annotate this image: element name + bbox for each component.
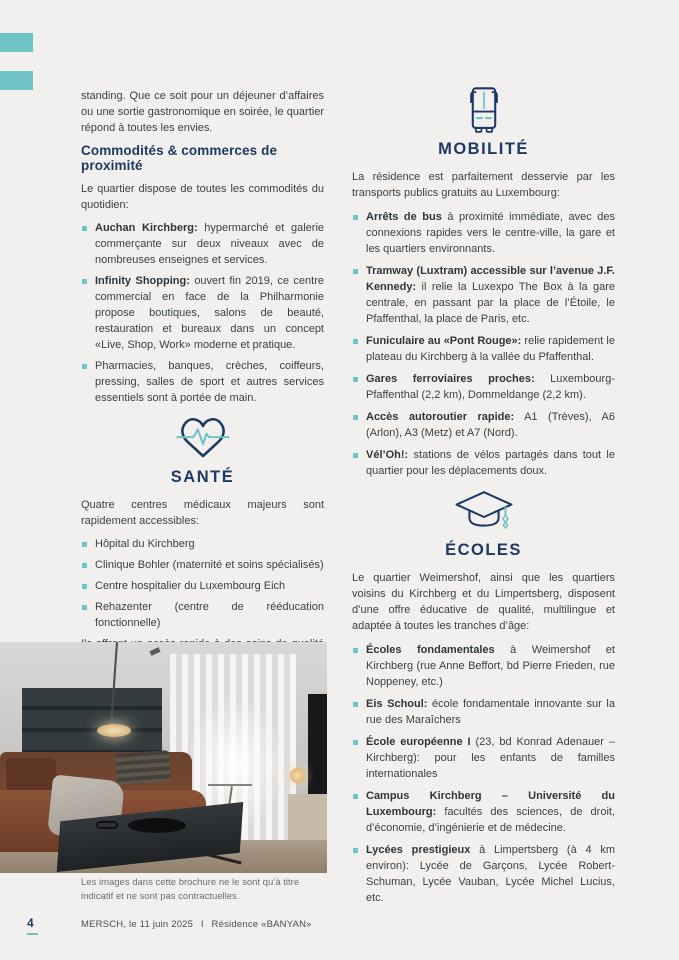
list-item	[81, 358, 324, 406]
bullet-text: A1 (Trèves), A6 (Arlon), A3 (Metz) et A7 (Nord).	[366, 411, 615, 439]
striped-pillow	[115, 750, 171, 785]
list-item	[352, 333, 615, 365]
corner-accent-square-bottom	[0, 71, 33, 90]
mobilite-heading: MOBILITÉ	[438, 140, 529, 158]
bullet-text: facultés des sciences, de droit, d’économie, d’ingénierie et de médecine.	[366, 806, 615, 834]
sante-heading: SANTÉ	[170, 468, 235, 486]
ecoles-section-header	[352, 487, 615, 560]
graduation-cap-icon	[447, 487, 521, 535]
bullet-text: Rehazenter (centre de rééducation fonctionnelle)	[95, 601, 324, 629]
list-item	[352, 788, 615, 836]
right-column	[352, 84, 615, 912]
decor-bowl	[128, 818, 186, 833]
footer-text: MERSCH, le 11 juin 2025 I Résidence «BANYAN»	[81, 919, 312, 930]
list-item	[81, 536, 324, 552]
leather-pillow	[6, 758, 56, 792]
list-item	[352, 371, 615, 403]
list-item	[81, 557, 324, 573]
commodites-heading: Commodités & commerces de proximité	[81, 143, 278, 173]
ecoles-heading: ÉCOLES	[445, 541, 522, 559]
list-item	[81, 599, 324, 631]
mobilite-lead: La résidence est parfaitement desservie par les transports publics gratuits au Luxembourg:	[352, 171, 615, 199]
bullet-text: Clinique Bohler (maternité et soins spécialisés)	[95, 559, 324, 571]
sante-section-header	[81, 414, 324, 487]
commodites-bullet-list	[81, 220, 324, 406]
intro-paragraph: standing. Que ce soit pour un déjeuner d’affaires ou une sortie gastronomique en soirée, le quartier répond à toutes les envies.	[81, 90, 324, 134]
bullet-bold: Infinity Shopping:	[95, 275, 190, 287]
bullet-bold: Arrêts de bus	[366, 211, 442, 223]
ecoles-bullet-list	[352, 642, 615, 906]
mobilite-section-header	[352, 84, 615, 159]
bullet-text: Luxembourg-Pfaffenthal (2,2 km), Dommeldange (2,2 km).	[366, 373, 615, 401]
bullet-text: Hôpital du Kirchberg	[95, 538, 195, 550]
bullet-bold: Campus Kirchberg – Université du Luxembourg:	[366, 790, 615, 818]
list-item	[352, 209, 615, 257]
bullet-bold: Eis Schoul:	[366, 698, 428, 710]
bullet-text: à proximité immédiate, avec des connexions rapides vers le centre-ville, la gare et les quartiers environnants.	[366, 211, 615, 255]
list-item	[81, 220, 324, 268]
bullet-text: stations de vélos partagés dans tout le quartier pour les déplacements doux.	[366, 449, 615, 477]
bullet-text: école fondamentale innovante sur la rue des Maraîchers	[366, 698, 615, 726]
bullet-bold: Auchan Kirchberg:	[95, 222, 198, 234]
bullet-text: Pharmacies, banques, crèches, coiffeurs, pressing, salles de sport et autres services essentiels sont à portée de main.	[95, 360, 324, 404]
bullet-bold: Vél’Oh!:	[366, 449, 409, 461]
sante-lead: Quatre centres médicaux majeurs sont rapidement accessibles:	[81, 499, 324, 527]
table-lamp	[290, 768, 305, 783]
ecoles-lead: Le quartier Weimershof, ainsi que les quartiers voisins du Kirchberg et du Limpertsberg, disposent d’une offre éducative de qualité, multilingue et adaptée à toutes les tranches d’âge:	[352, 572, 615, 632]
bullet-bold: Écoles fondamentales	[366, 644, 495, 656]
bullet-text: (23, bd Konrad Adenauer – Kirchberg): pour les enfants de familles internationales	[366, 736, 615, 780]
left-column	[81, 88, 324, 675]
list-item	[352, 696, 615, 728]
bullet-text: à Weimershof et Kirchberg (rue Anne Beffort, bd Pierre Frieden, rue Noppeney, etc.)	[366, 644, 615, 688]
pendant-lamp	[97, 724, 131, 737]
bullet-text: Centre hospitalier du Luxembourg Eich	[95, 580, 286, 592]
mobilite-bullet-list	[352, 209, 615, 479]
bullet-text: à Limpertsberg (à 4 km environ): Lycée de Garçons, Lycée Robert-Schuman, Lycée Vauban, Lycée Michel Lucius, etc.	[366, 844, 616, 904]
bus-icon	[458, 84, 510, 134]
sante-bullet-list	[81, 536, 324, 631]
decor-object	[96, 821, 118, 829]
list-item	[352, 263, 615, 327]
photo-caption: Les images dans cette brochure ne le sont qu’à titre indicatif et ne sont pas contractuelles.	[81, 877, 300, 902]
list-item	[81, 578, 324, 594]
bullet-text: il relie la Luxexpo The Box à la gare centrale, en passant par la place de l’Étoile, le Pfaffenthal, la place de Paris, etc.	[366, 281, 615, 325]
corner-accent-square-top	[0, 33, 33, 52]
list-item	[352, 842, 615, 906]
bullet-bold: Funiculaire au «Pont Rouge»:	[366, 335, 522, 347]
list-item	[352, 409, 615, 441]
list-item	[352, 734, 615, 782]
list-item	[352, 447, 615, 479]
bullet-text: hypermarché et galerie commerçante sur deux niveaux avec de nombreuses enseignes et services.	[95, 222, 325, 266]
bullet-bold: École européenne I	[366, 736, 471, 748]
list-item	[81, 273, 324, 353]
interior-photo	[0, 642, 327, 873]
bullet-bold: Lycées prestigieux	[366, 844, 471, 856]
page-number: 4	[27, 916, 34, 930]
commodites-lead: Le quartier dispose de toutes les commodités du quotidien:	[81, 183, 324, 211]
bullet-text: relie rapidement le plateau du Kirchberg à la vallée du Pfaffenthal.	[366, 335, 615, 363]
ceiling-spotlight	[149, 647, 160, 656]
bullet-bold: Gares ferroviaires proches:	[366, 373, 535, 385]
bullet-text: ouvert fin 2019, ce centre commercial en face de la Philharmonie propose boutiques, salons de beauté, restauration et bureaux dans un concept «Live, Shop, Work» moderne et pratique.	[95, 275, 325, 351]
heart-pulse-icon	[173, 414, 233, 462]
page-number-underline	[27, 933, 38, 935]
bullet-bold: Accès autoroutier rapide:	[366, 411, 515, 423]
list-item	[352, 642, 615, 690]
bullet-bold: Tramway (Luxtram) accessible sur l’avenue J.F. Kennedy:	[366, 265, 615, 293]
